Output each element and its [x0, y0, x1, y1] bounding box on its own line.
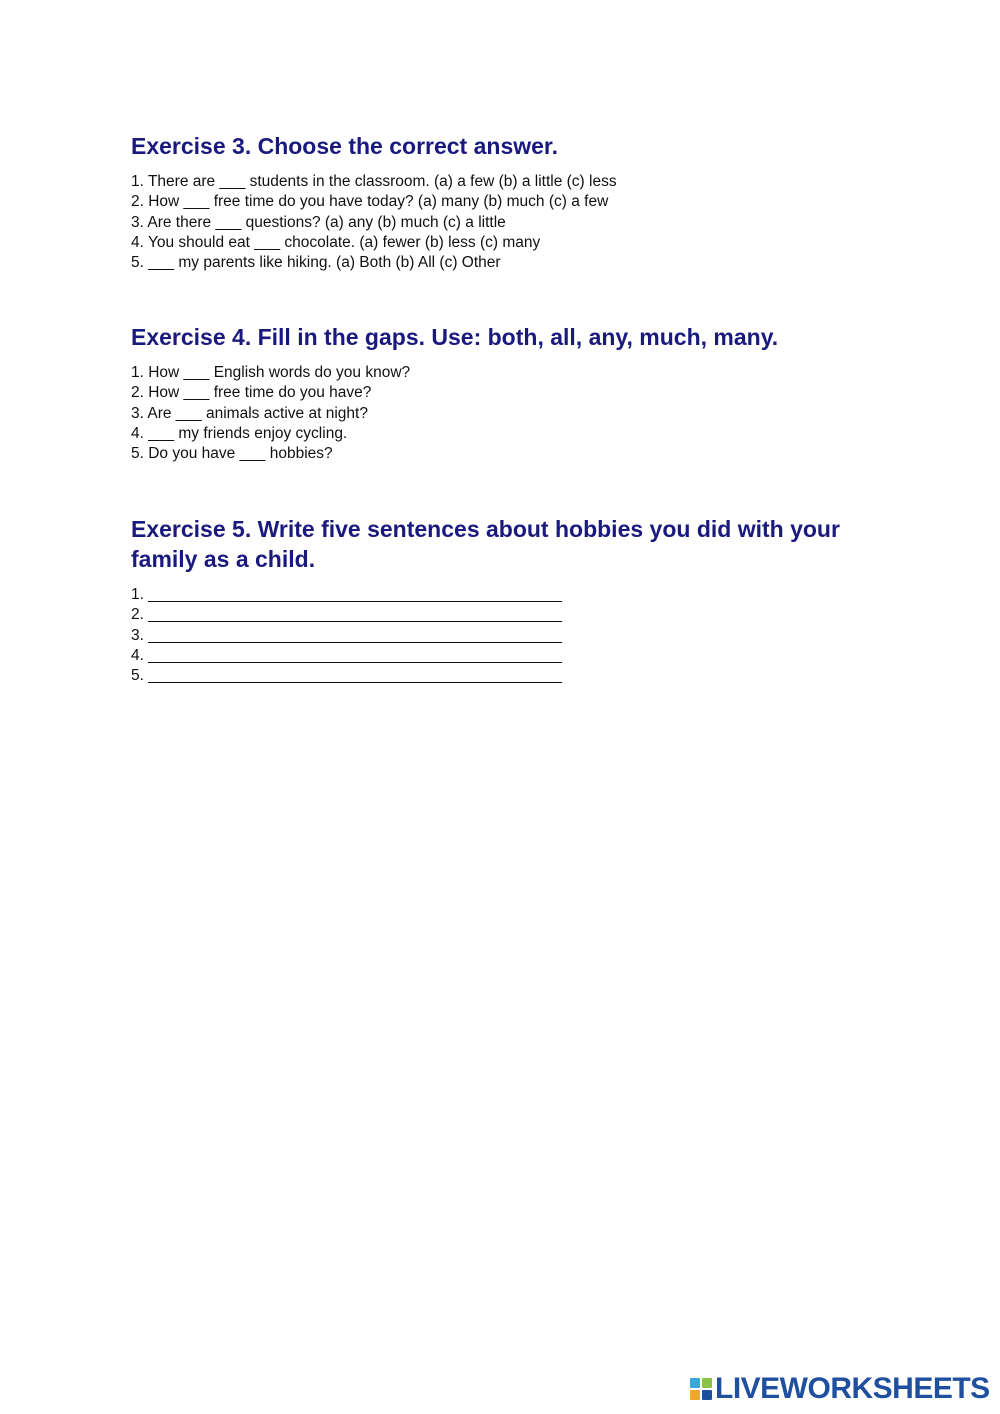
writing-line: 1. ________________________________________________ [131, 586, 563, 603]
logo-square [690, 1378, 700, 1388]
exercise-4-title: Exercise 4. Fill in the gaps. Use: both, all, any, much, many. [131, 324, 779, 350]
list-item: 2. How ___ free time do you have? [131, 384, 372, 402]
list-item: 2. How ___ free time do you have today? (a) many (b) much (c) a few [131, 193, 609, 211]
exercise-4-list [131, 363, 410, 464]
list-item: 1. How ___ English words do you know? [131, 364, 411, 381]
logo-square [702, 1390, 712, 1400]
list-item: 3. Are there ___ questions? (a) any (b) much (c) a little [131, 213, 506, 231]
logo-text: LIVEWORKSHEETS [715, 1372, 990, 1405]
list-item: 3. Are ___ animals active at night? [131, 404, 368, 422]
logo-square [690, 1390, 700, 1400]
liveworksheets-logo-icon [690, 1378, 712, 1400]
list-item: 1. There are ___ students in the classroom. (a) a few (b) a little (c) less [131, 173, 617, 190]
list-item: 5. Do you have ___ hobbies? [131, 445, 333, 463]
logo-square [702, 1378, 712, 1388]
exercise-3-list [131, 172, 617, 273]
exercise-3-title: Exercise 3. Choose the correct answer. [131, 133, 558, 159]
writing-line: 2. ________________________________________________ [131, 606, 563, 624]
writing-line: 5. ________________________________________________ [131, 667, 563, 685]
writing-line: 3. ________________________________________________ [131, 626, 563, 644]
list-item: 4. ___ my friends enjoy cycling. [131, 424, 348, 442]
liveworksheets-logo [690, 1372, 990, 1406]
exercise-5-title: Exercise 5. Write five sentences about hobbies you did with your family as a child. [131, 516, 840, 572]
list-item: 4. You should eat ___ chocolate. (a) fewer (b) less (c) many [131, 233, 541, 251]
writing-line: 4. ________________________________________________ [131, 646, 563, 664]
list-item: 5. ___ my parents like hiking. (a) Both (b) All (c) Other [131, 254, 501, 272]
exercise-5-list [131, 585, 562, 686]
